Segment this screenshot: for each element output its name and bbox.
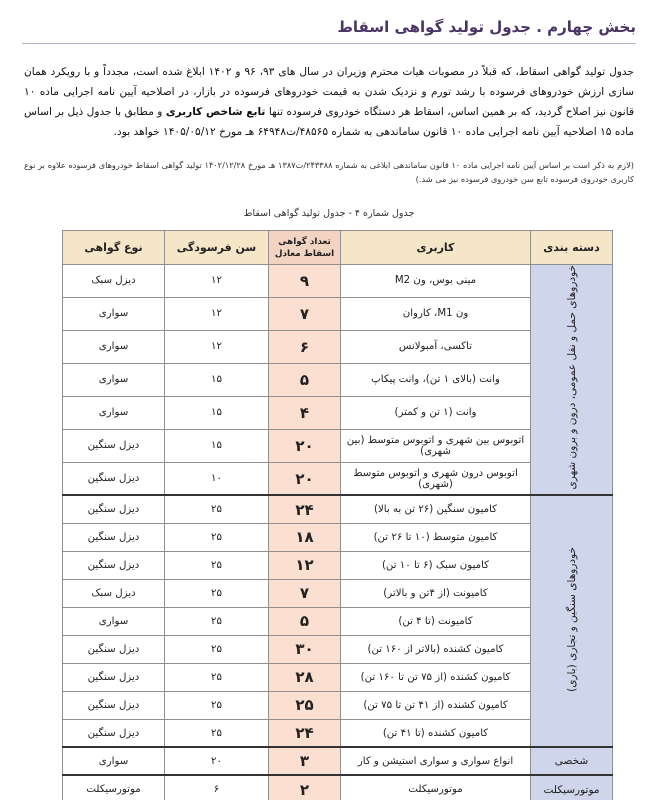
table-row [63,579,613,607]
age-cell: ۲۵ [165,495,269,523]
usage-cell: کامیون سبک (۶ تا ۱۰ تن) [341,551,531,579]
count-cell: ۶ [269,330,341,363]
usage-cell: کامیون کشنده (از ۴۱ تن تا ۷۵ تن) [341,691,531,719]
table-row [63,363,613,396]
table-row [63,747,613,775]
table-row [63,495,613,523]
intro-bold-text: تابع شاخص کاربری [165,106,266,118]
cert-type-cell: دیزل سنگین [63,462,165,495]
usage-cell: کامیونت (تا ۴ تن) [341,607,531,635]
age-cell: ۲۵ [165,579,269,607]
count-cell: ۲۰ [269,429,341,462]
usage-cell: کامیونت (از ۴تن و بالاتر) [341,579,531,607]
cert-type-cell: دیزل سنگین [63,719,165,747]
age-cell: ۱۲ [165,297,269,330]
count-cell: ۱۸ [269,523,341,551]
header-category: دسته بندی [531,231,613,265]
usage-cell: وانت (بالای ۱ تن)، وانت پیکاپ [341,363,531,396]
cert-type-cell: سواری [63,747,165,775]
cert-type-cell: موتورسیکلت [63,775,165,800]
intro-text-2: و مطابق با جدول ذیل بر اساس ماده ۱۵ اصلاحیه آیین نامه اجرایی ماده ۱۰ قانون ساماندهی به شماره ۴۸۵۶۵/ت۶۴۹۴۸ هـ مورخ ۱۴۰۵/۰۵/۱۲ خواهد بود. [24,106,634,138]
count-cell: ۲۰ [269,462,341,495]
count-cell: ۷ [269,579,341,607]
table-row [63,607,613,635]
age-cell: ۱۲ [165,265,269,298]
intro-paragraph [24,62,634,142]
usage-cell: کامیون کشنده (از ۷۵ تن تا ۱۶۰ تن) [341,663,531,691]
table-row [63,523,613,551]
cert-type-cell: دیزل سنگین [63,495,165,523]
usage-cell: مینی بوس، ون M2 [341,265,531,298]
table-row [63,330,613,363]
header-age: سن فرسودگی [165,231,269,265]
table-row [63,429,613,462]
table-row [63,635,613,663]
category-cell [531,495,613,747]
section-title: بخش چهارم . جدول تولید گواهی اسقاط [22,18,636,44]
age-cell: ۲۵ [165,523,269,551]
category-cell: موتورسیکلت [531,775,613,800]
usage-cell: کامیون کشنده (تا ۴۱ تن) [341,719,531,747]
cert-type-cell: سواری [63,330,165,363]
intro-text-1: جدول تولید گواهی اسقاط، که قبلاً در مصوبات هیات محترم وزیران در سال های ۹۳، ۹۶ و ۱۴۰۲ ابلاغ شده است، مجدداً و با رویکرد همان سازی ارزش خودروهای فرسوده با رشد تورم و نزدیک شدن به قیمت خودروهای فرسوده در بازار، در اصلاحیه آیین نامه اجرایی ماده ۱۰ قانون نیز اصلاح گردید، که بر همین اساس، اسقاط هر دستگاه خودروی فرسوده تنها [24,66,635,118]
cert-type-cell: سواری [63,396,165,429]
usage-cell: موتورسیکلت [341,775,531,800]
cert-type-cell: دیزل سنگین [63,429,165,462]
header-cert-type: نوع گواهی [63,231,165,265]
cert-type-cell: سواری [63,297,165,330]
table-row [63,396,613,429]
table-row [63,663,613,691]
age-cell: ۲۰ [165,747,269,775]
age-cell: ۲۵ [165,691,269,719]
cert-type-cell: دیزل سنگین [63,523,165,551]
count-cell: ۹ [269,265,341,298]
cert-type-cell: دیزل سنگین [63,551,165,579]
count-cell: ۱۲ [269,551,341,579]
cert-type-cell: سواری [63,363,165,396]
scrap-certificate-table [62,230,613,800]
count-cell: ۳ [269,747,341,775]
table-row [63,719,613,747]
category-cell: شخصی [531,747,613,775]
usage-cell: اتوبوس بین شهری و اتوبوس متوسط (بین شهری) [341,429,531,462]
age-cell: ۲۵ [165,607,269,635]
count-cell: ۲ [269,775,341,800]
count-cell: ۲۴ [269,719,341,747]
age-cell: ۱۰ [165,462,269,495]
cert-type-cell: دیزل سنگین [63,663,165,691]
table-row [63,265,613,298]
cert-type-cell: دیزل سنگین [63,635,165,663]
usage-cell: وانت (۱ تن و کمتر) [341,396,531,429]
category-label: خودروهای سنگین و تجاری (باری) [565,546,578,692]
table-body [63,265,613,800]
header-count: تعداد گواهی اسقاط معادل [269,231,341,265]
table-header-row [63,231,613,265]
table-row [63,691,613,719]
count-cell: ۲۵ [269,691,341,719]
age-cell: ۲۵ [165,719,269,747]
usage-cell: کامیون کشنده (بالاتر از ۱۶۰ تن) [341,635,531,663]
cert-type-cell: دیزل سنگین [63,691,165,719]
age-cell: ۱۵ [165,363,269,396]
count-cell: ۷ [269,297,341,330]
usage-cell: تاکسی، آمبولانس [341,330,531,363]
footnote: (لازم به ذکر است بر اساس آیین نامه اجرایی ماده ۱۰ قانون ساماندهی ابلاغی به شماره ۲۴۳۳۸۸/ت۱۳۸۷ هـ مورخ ۱۴۰۲/۱۲/۲۸ تولید گواهی اسقاط خودروهای فرسوده علاوه بر نوع کاربری خودروی فرسوده تابع سن خودروی فرسوده نیز می شد.) [24,160,634,184]
count-cell: ۲۴ [269,495,341,523]
usage-cell: کامیون سنگین (۲۶ تن به بالا) [341,495,531,523]
category-cell [531,265,613,496]
table-row [63,462,613,495]
cert-type-cell: دیزل سبک [63,579,165,607]
age-cell: ۱۵ [165,429,269,462]
usage-cell: انواع سواری و سواری استیشن و کار [341,747,531,775]
usage-cell: کامیون متوسط (۱۰ تا ۲۶ تن) [341,523,531,551]
age-cell: ۲۵ [165,635,269,663]
cert-type-cell: دیزل سبک [63,265,165,298]
table-row [63,551,613,579]
table-caption: جدول شماره ۴ - جدول تولید گواهی اسقاط [243,208,415,219]
count-cell: ۳۰ [269,635,341,663]
age-cell: ۶ [165,775,269,800]
count-cell: ۴ [269,396,341,429]
age-cell: ۲۵ [165,551,269,579]
count-cell: ۵ [269,363,341,396]
count-cell: ۲۸ [269,663,341,691]
header-usage: کاربری [341,231,531,265]
usage-cell: اتوبوس درون شهری و اتوبوس متوسط (شهری) [341,462,531,495]
count-cell: ۵ [269,607,341,635]
table-row [63,775,613,800]
age-cell: ۱۵ [165,396,269,429]
age-cell: ۱۲ [165,330,269,363]
table-row [63,297,613,330]
category-label: خودروهای حمل و نقل عمومی، درون و برون شهری [565,265,578,490]
usage-cell: ون M1، کاروان [341,297,531,330]
age-cell: ۲۵ [165,663,269,691]
cert-type-cell: سواری [63,607,165,635]
